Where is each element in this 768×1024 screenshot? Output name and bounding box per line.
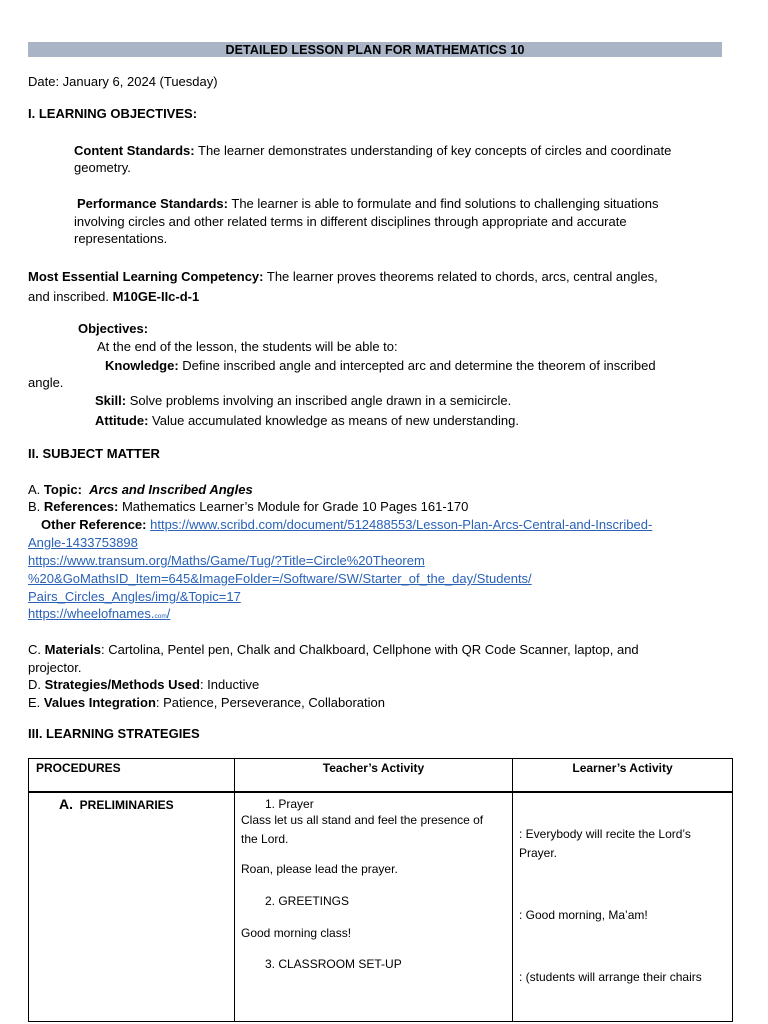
materials-line-2: projector.	[28, 660, 82, 675]
objectives-label: Objectives:	[78, 321, 149, 336]
values-label: Values Integration	[43, 695, 156, 710]
procedure-name: PRELIMINARIES	[79, 798, 174, 812]
reference-link-transum-end[interactable]: Pairs_Circles_Angles/img/&Topic=17	[28, 589, 241, 604]
performance-standards-label: Performance Standards:	[77, 196, 228, 211]
content-standards-line-2: geometry.	[74, 160, 131, 175]
reference-link-scribd-cont[interactable]: Angle-1433753898	[28, 535, 138, 550]
table-row	[29, 793, 733, 1022]
references-label: References:	[43, 499, 119, 514]
content-standards-label: Content Standards:	[74, 143, 195, 158]
teacher-prayer-text-3: Roan, please lead the prayer.	[241, 862, 398, 876]
procedure-cell-inner	[29, 793, 234, 1021]
teacher-prayer-text-2: the Lord.	[241, 832, 289, 846]
reference-link-transum-line-2	[28, 570, 532, 588]
strategies-label: Strategies/Methods Used	[44, 677, 200, 692]
reference-link-transum[interactable]: https://www.transum.org/Maths/Game/Tug/?Title=Circle%20Theorem	[28, 553, 425, 568]
topic-value: Arcs and Inscribed Angles	[89, 482, 253, 497]
melc-line-2	[28, 288, 199, 306]
teacher-item-classroom-setup: 3. CLASSROOM SET-UP	[265, 957, 402, 971]
reference-link-scribd[interactable]: https://www.scribd.com/document/512488553/Lesson-Plan-Arcs-Central-and-Inscribed-	[150, 517, 653, 532]
reference-link-transum-line-1	[28, 552, 425, 570]
teacher-item-prayer: 1. Prayer	[265, 797, 314, 811]
melc-text: The learner proves theorems related to chords, arcs, central angles,	[263, 269, 658, 284]
reference-link-scribd-cont-line	[28, 534, 138, 552]
section-heading-learning-strategies: III. LEARNING STRATEGIES	[28, 726, 200, 741]
materials-line-1	[28, 641, 639, 659]
melc-code: M10GE-IIc-d-1	[112, 289, 200, 304]
performance-standards-line-1	[77, 195, 658, 213]
values-line	[28, 694, 385, 712]
wheel-link-main: https://wheelofnames.	[28, 606, 155, 621]
performance-standards-line-2: involving circles and other related terms in different disciplines through appropriate and accurate	[74, 214, 627, 229]
reference-link-transum-cont[interactable]: %20&GoMathsID_Item=645&ImageFolder=/Software/SW/Starter_of_the_day/Students/	[28, 571, 532, 586]
topic-prefix: A.	[28, 482, 44, 497]
section-heading-subject-matter: II. SUBJECT MATTER	[28, 446, 160, 461]
date-line: Date: January 6, 2024 (Tuesday)	[28, 74, 218, 89]
materials-label: Materials	[44, 642, 101, 657]
skill-line	[95, 392, 511, 410]
other-reference-line	[41, 516, 652, 534]
knowledge-line-2: angle.	[28, 375, 64, 390]
reference-link-wheelofnames[interactable]	[28, 606, 170, 621]
melc-text-2: and inscribed.	[28, 289, 113, 304]
references-value: Mathematics Learner’s Module for Grade 10 Pages 161-170	[118, 499, 469, 514]
procedure-label	[59, 795, 174, 814]
learner-activity-inner	[513, 793, 732, 1021]
attitude-line	[95, 412, 519, 430]
procedure-letter: A.	[59, 796, 73, 812]
table-header-row	[29, 759, 733, 792]
learner-response-prayer-2: Prayer.	[519, 846, 558, 860]
materials-prefix: C.	[28, 642, 45, 657]
melc-label: Most Essential Learning Competency:	[28, 269, 264, 284]
content-standards-text: The learner demonstrates understanding of key concepts of circles and coordinate	[194, 143, 672, 158]
strategies-value: : Inductive	[199, 677, 260, 692]
references-prefix: B.	[28, 499, 44, 514]
materials-value: : Cartolina, Pentel pen, Chalk and Chalkboard, Cellphone with QR Code Scanner, laptop, and	[101, 642, 639, 657]
procedure-cell-preliminaries	[29, 793, 235, 1022]
teacher-activity-inner	[235, 793, 512, 1021]
strategies-line	[28, 676, 259, 694]
wheel-link-small: com	[154, 613, 167, 620]
performance-standards-line-3: representations.	[74, 231, 168, 246]
skill-text: Solve problems involving an inscribed angle drawn in a semicircle.	[126, 393, 512, 408]
content-standards-line-1	[74, 142, 671, 160]
references-line	[28, 498, 468, 516]
wheel-link-end: /	[166, 606, 171, 621]
teacher-greetings-text: Good morning class!	[241, 926, 352, 940]
reference-link-transum-line-3	[28, 588, 241, 606]
knowledge-line	[105, 357, 656, 375]
values-prefix: E.	[28, 695, 44, 710]
teacher-item-greetings: 2. GREETINGS	[265, 894, 350, 908]
objectives-intro: At the end of the lesson, the students will be able to:	[97, 339, 398, 354]
strategies-prefix: D.	[28, 677, 45, 692]
teacher-activity-cell	[235, 793, 513, 1022]
reference-link-wheel-line	[28, 605, 170, 626]
performance-standards-text: The learner is able to formulate and find solutions to challenging situations	[228, 196, 659, 211]
column-header-learner-activity: Learner’s Activity	[513, 759, 733, 792]
knowledge-label: Knowledge:	[105, 358, 179, 373]
learner-response-prayer-1: : Everybody will recite the Lord’s	[519, 827, 691, 841]
other-reference-label: Other Reference:	[41, 517, 147, 532]
section-heading-objectives: I. LEARNING OBJECTIVES:	[28, 106, 198, 121]
column-header-procedures: PROCEDURES	[29, 759, 235, 792]
learner-response-greetings: : Good morning, Ma’am!	[519, 908, 648, 922]
learner-activity-cell	[513, 793, 733, 1022]
learning-strategies-table	[28, 758, 733, 1022]
document-title: DETAILED LESSON PLAN FOR MATHEMATICS 10	[28, 42, 722, 57]
teacher-prayer-text-1: Class let us all stand and feel the presence of	[241, 813, 484, 827]
learner-response-classroom-setup: : (students will arrange their chairs	[519, 970, 702, 984]
attitude-text: Value accumulated knowledge as means of new understanding.	[148, 413, 519, 428]
knowledge-text: Define inscribed angle and intercepted arc and determine the theorem of inscribed	[178, 358, 656, 373]
topic-label: Topic:	[43, 482, 82, 497]
attitude-label: Attitude:	[95, 413, 149, 428]
topic-line	[28, 481, 253, 499]
skill-label: Skill:	[95, 393, 127, 408]
melc-line-1	[28, 268, 658, 286]
values-value: : Patience, Perseverance, Collaboration	[155, 695, 385, 710]
column-header-teacher-activity: Teacher’s Activity	[235, 759, 513, 792]
